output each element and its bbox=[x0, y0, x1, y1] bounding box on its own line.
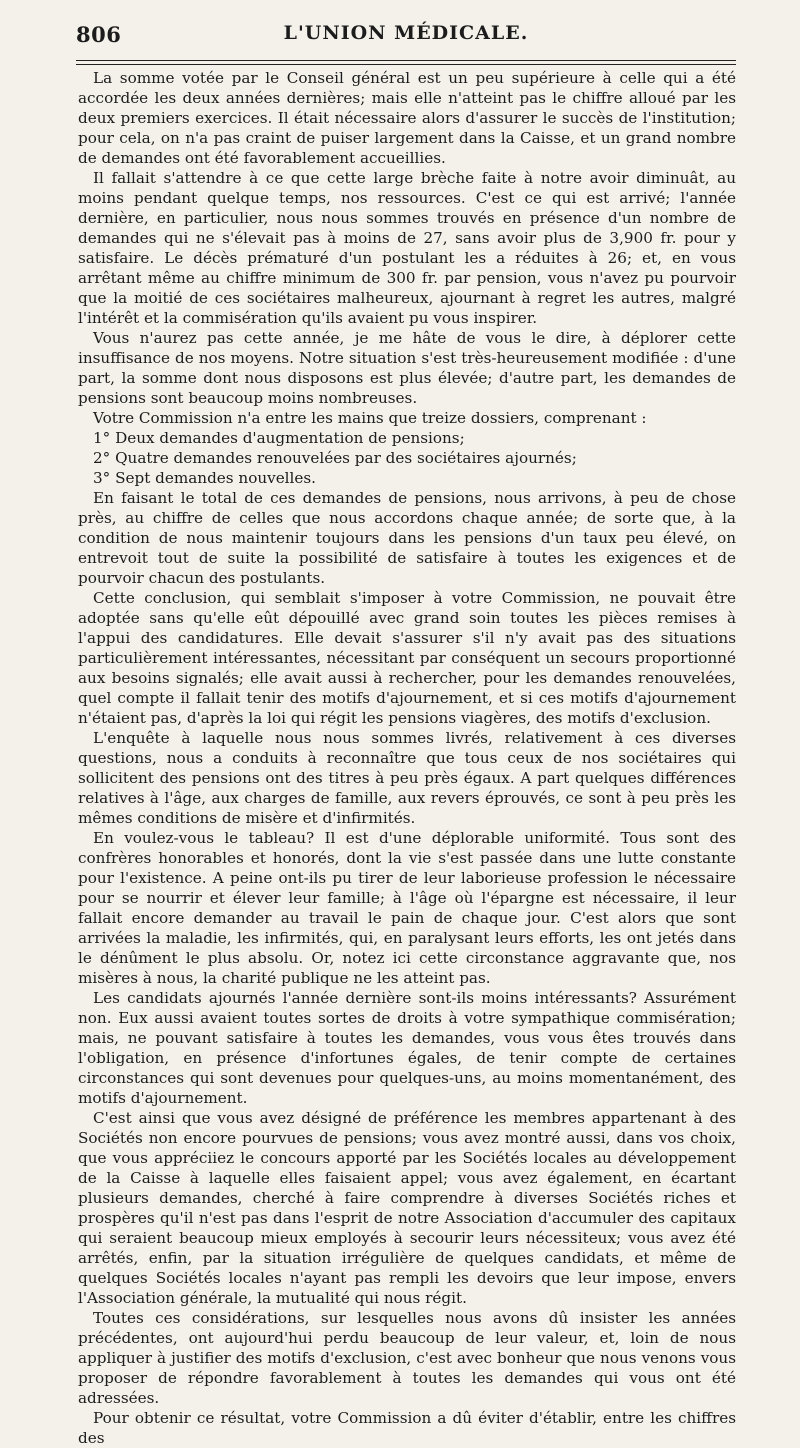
body-text bbox=[78, 68, 736, 1448]
list-item: 1° Deux demandes d'augmentation de pensions; bbox=[93, 429, 465, 447]
page-number: 806 bbox=[76, 22, 122, 47]
paragraph: Toutes ces considérations, sur lesquelles nous avons dû insister les années précédentes, ont aujourd'hui perdu beaucoup de leur valeur, et, loin de nous appliquer à justifier des motifs d'exclusion, c'est avec bonheur que nous venons vous proposer de répondre favorablement à toutes les demandes qui vous ont été adressées. bbox=[78, 1309, 736, 1407]
paragraph: L'enquête à laquelle nous nous sommes livrés, relativement à ces diverses questions, nous a conduits à reconnaître que tous ceux de nos sociétaires qui sollicitent des pensions ont des titres à peu près égaux. A part quelques différences relatives à l'âge, aux charges de famille, aux revers éprouvés, ce sont à peu près les mêmes conditions de misère et d'infirmités. bbox=[78, 729, 736, 827]
paragraph: En voulez-vous le tableau? Il est d'une déplorable uniformité. Tous sont des confrères honorables et honorés, dont la vie s'est passée dans une lutte constante pour l'existence. A peine ont-ils pu tirer de leur laborieuse profession le nécessaire pour se nourrir et élever leur famille; à l'âge où l'épargne est nécessaire, il leur fallait encore demander au travail le pain de chaque jour. C'est alors que sont arrivées la maladie, les infirmités, qui, en paralysant leurs efforts, les ont jetés dans le dénûment le plus absolu. Or, notez ici cette circonstance aggravante que, nos misères à nous, la charité publique ne les atteint pas. bbox=[78, 829, 736, 987]
paragraph: Cette conclusion, qui semblait s'imposer à votre Commission, ne pouvait être adoptée sans qu'elle eût dépouillé avec grand soin toutes les pièces remises à l'appui des candidatures. Elle devait s'assurer s'il n'y avait pas des situations particulièrement intéressantes, nécessitant par conséquent un secours proportionné aux besoins signalés; elle avait aussi à rechercher, pour les demandes renouvelées, quel compte il fallait tenir des motifs d'ajournement, et si ces motifs d'ajournement n'étaient pas, d'après la loi qui régit les pensions viagères, des motifs d'exclusion. bbox=[78, 589, 736, 727]
running-title: L'UNION MÉDICALE. bbox=[283, 22, 529, 44]
list-item: 3° Sept demandes nouvelles. bbox=[93, 469, 317, 487]
header-rule bbox=[76, 60, 736, 65]
paragraph: La somme votée par le Conseil général est un peu supérieure à celle qui a été accordée les deux années dernières; mais elle n'atteint pas le chiffre alloué par les deux premiers exercices. Il était nécessaire alors d'assurer le succès de l'institution; pour cela, on n'a pas craint de puiser largement dans la Caisse, et un grand nombre de demandes ont été favorablement accueillies. bbox=[78, 69, 736, 167]
page-header bbox=[76, 22, 736, 52]
paragraph: Vous n'aurez pas cette année, je me hâte de vous le dire, à déplorer cette insuffisance de nos moyens. Notre situation s'est très-heureusement modifiée : d'une part, la somme dont nous disposons est plus élevée; d'autre part, les demandes de pensions sont beaucoup moins nombreuses. bbox=[78, 329, 736, 407]
paragraph: Il fallait s'attendre à ce que cette large brèche faite à notre avoir diminuât, au moins pendant quelque temps, nos ressources. C'est ce qui est arrivé; l'année dernière, en particulier, nous nous sommes trouvés en présence d'un nombre de demandes qui ne s'élevait pas à moins de 27, sans avoir plus de 3,900 fr. pour y satisfaire. Le décès prématuré d'un postulant les a réduites à 26; et, en vous arrêtant même au chiffre minimum de 300 fr. par pension, vous n'avez pu pourvoir que la moitié de ces sociétaires malheureux, ajournant à regret les autres, malgré l'intérêt et la commisération qu'ils avaient pu vous inspirer. bbox=[78, 169, 736, 327]
paragraph: Pour obtenir ce résultat, votre Commission a dû éviter d'établir, entre les chiffres des bbox=[78, 1409, 736, 1447]
paragraph: Votre Commission n'a entre les mains que treize dossiers, comprenant : bbox=[93, 409, 647, 427]
paragraph: C'est ainsi que vous avez désigné de préférence les membres appartenant à des Sociétés non encore pourvues de pensions; vous avez montré aussi, dans vos choix, que vous appréciiez le concours apporté par les Sociétés locales au développement de la Caisse à laquelle elles faisaient appel; vous avez également, en écartant plusieurs demandes, cherché à faire comprendre à diverses Sociétés riches et prospères qu'il n'est pas dans l'esprit de notre Association d'accumuler des capitaux qui seraient beaucoup mieux employés à secourir leurs nécessiteux; vous avez été arrêtés, enfin, par la situation irrégulière de quelques candidats, et même de quelques Sociétés locales n'ayant pas rempli les devoirs que leur impose, envers l'Association générale, la mutualité qui nous régit. bbox=[78, 1109, 736, 1307]
paragraph: En faisant le total de ces demandes de pensions, nous arrivons, à peu de chose près, au chiffre de celles que nous accordons chaque année; de sorte que, à la condition de nous maintenir toujours dans les pensions d'un taux peu élevé, on entrevoit tout de suite la possibilité de satisfaire à toutes les exigences et de pourvoir chacun des postulants. bbox=[78, 489, 736, 587]
list-item: 2° Quatre demandes renouvelées par des sociétaires ajournés; bbox=[93, 449, 577, 467]
paragraph: Les candidats ajournés l'année dernière sont-ils moins intéressants? Assurément non. Eux aussi avaient toutes sortes de droits à votre sympathique commisération; mais, ne pouvant satisfaire à toutes les demandes, vous vous êtes trouvés dans l'obligation, en présence d'infortunes égales, de tenir compte de certaines circonstances qui sont devenues pour quelques-uns, au moins momentanément, des motifs d'ajournement. bbox=[78, 989, 736, 1107]
